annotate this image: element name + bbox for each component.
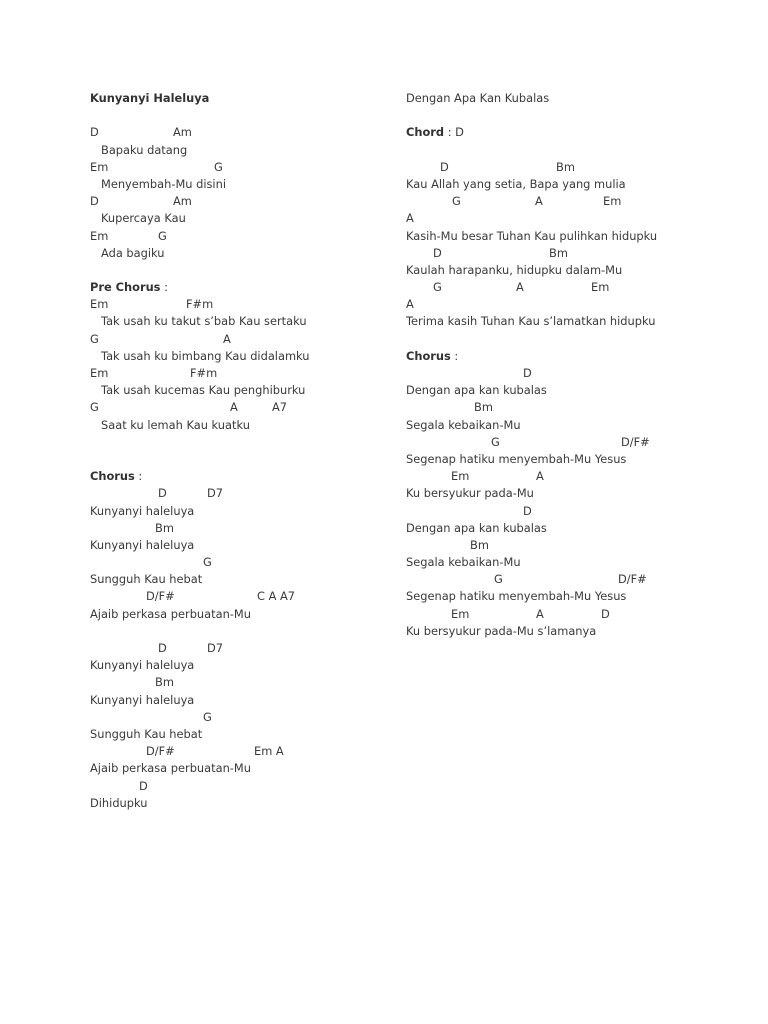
chord-line	[90, 365, 420, 382]
chord-symbol: A	[230, 400, 238, 415]
chord-line	[406, 503, 746, 520]
section-heading-label: Chorus	[90, 469, 135, 484]
lyric-line	[90, 537, 420, 554]
lyric-text: Kunyanyi haleluya	[90, 658, 195, 673]
lyric-text: Dengan Apa Kan Kubalas	[406, 91, 550, 105]
spacer-line	[406, 331, 746, 348]
section-heading-suffix: :	[134, 469, 143, 484]
blank-line	[90, 262, 420, 279]
lyric-line	[90, 382, 420, 399]
lyric-line	[90, 571, 420, 588]
lyric-line	[406, 417, 746, 434]
chord-symbol: G	[203, 555, 212, 570]
chord-symbol: G	[452, 194, 461, 209]
right-column-song-dengan-apa-kan-kubalas	[406, 90, 746, 640]
lyric-text: Saat ku lemah Kau kuatku	[101, 417, 250, 432]
lyric-line	[406, 262, 746, 279]
lyric-line	[90, 348, 420, 365]
chord-symbol: G	[90, 331, 99, 346]
chord-symbol: Bm	[155, 520, 174, 535]
lyric-text: Ajaib perkasa perbuatan-Mu	[90, 606, 251, 621]
chord-line	[90, 159, 420, 176]
chord-line	[406, 365, 746, 382]
lyric-line	[90, 210, 420, 227]
chord-line	[90, 743, 420, 760]
chord-symbol: D/F#	[146, 744, 175, 759]
chord-symbol: D	[139, 778, 148, 793]
chord-symbol: D/F#	[146, 589, 175, 604]
lyric-line	[406, 520, 746, 537]
chord-symbol: Bm	[474, 400, 493, 415]
chord-symbol: D	[440, 159, 449, 174]
chord-symbol: Em	[603, 194, 622, 209]
chord-symbol: Em	[90, 297, 109, 312]
chord-symbol: Em	[90, 228, 109, 243]
lyric-text: Kau Allah yang setia, Bapa yang mulia	[406, 176, 626, 191]
chord-symbol: D/F#	[621, 434, 650, 449]
lyric-line	[406, 382, 746, 399]
chord-symbol: D	[523, 366, 532, 380]
lyric-line	[406, 313, 746, 330]
chord-symbol: G	[494, 572, 503, 587]
lyric-line	[90, 503, 420, 520]
chord-line	[90, 193, 420, 210]
chord-symbol: A7	[272, 400, 288, 415]
chord-line	[90, 709, 420, 726]
chord-symbol: D7	[207, 486, 224, 501]
chord-symbol: G	[214, 159, 223, 174]
chord-line	[406, 193, 746, 210]
chord-symbol: Em	[591, 280, 610, 295]
chord-symbol: Em A	[254, 744, 284, 759]
chord-symbol: G	[203, 709, 212, 724]
chord-line	[406, 245, 746, 262]
chord-symbol: F#m	[190, 366, 218, 380]
lyric-text: Sungguh Kau hebat	[90, 572, 203, 587]
chord-line	[90, 520, 420, 537]
chord-line	[406, 434, 746, 451]
blank-line	[90, 451, 420, 468]
lyric-text: Kasih-Mu besar Tuhan Kau pulihkan hidupku	[406, 228, 658, 243]
lyric-line	[90, 313, 420, 330]
lyric-text: Segala kebaikan-Mu	[406, 555, 521, 570]
chord-line	[406, 399, 746, 416]
lyric-line	[90, 657, 420, 674]
lyric-text: A	[406, 297, 414, 312]
chord-line	[90, 228, 420, 245]
chord-line	[90, 399, 420, 416]
lyric-text: Menyembah-Mu disini	[101, 176, 226, 191]
lyric-text: Ku bersyukur pada-Mu s’lamanya	[406, 623, 597, 638]
lyric-line	[406, 623, 746, 640]
lyric-line	[406, 554, 746, 571]
chord-line	[90, 124, 420, 141]
chord-line	[406, 571, 746, 588]
section-heading-suffix: :	[160, 280, 168, 295]
lyric-text: Tak usah kucemas Kau penghiburku	[101, 383, 306, 398]
lyric-text: Dengan apa kan kubalas	[406, 383, 547, 398]
lyric-line	[406, 90, 746, 107]
lyric-line	[90, 606, 420, 623]
spacer-line	[406, 107, 746, 124]
lyric-text: Kupercaya Kau	[101, 211, 186, 226]
lyric-text: Segenap hatiku menyembah-Mu Yesus	[406, 589, 627, 604]
section-heading-label: Chord	[406, 125, 445, 140]
lyric-line	[90, 760, 420, 777]
chord-symbol: A	[536, 469, 544, 484]
lyric-text: Tak usah ku takut s’bab Kau sertaku	[101, 314, 307, 329]
chord-line	[406, 279, 746, 296]
lyric-line	[406, 485, 746, 502]
lyric-line	[90, 245, 420, 262]
lyric-text: Segala kebaikan-Mu	[406, 417, 521, 432]
chord-symbol: D/F#	[618, 572, 647, 587]
chord-symbol: Em	[451, 469, 470, 484]
lyric-text: Kaulah harapanku, hidupku dalam-Mu	[406, 262, 623, 277]
lyric-line	[90, 142, 420, 159]
lyric-text: Terima kasih Tuhan Kau s’lamatkan hidupku	[406, 314, 656, 329]
lyric-text: Sungguh Kau hebat	[90, 726, 203, 741]
chord-line	[90, 485, 420, 502]
lyric-text: A	[406, 211, 414, 226]
chord-symbol: C A A7	[257, 589, 296, 604]
lyric-line	[90, 692, 420, 709]
lyric-line	[90, 726, 420, 743]
lyric-text: Kunyanyi haleluya	[90, 692, 195, 707]
chord-symbol: F#m	[186, 297, 214, 312]
lyric-text: Bapaku datang	[101, 142, 188, 157]
chord-symbol: D	[601, 606, 610, 621]
section-heading	[406, 124, 746, 141]
lyric-line	[90, 795, 420, 812]
chord-symbol: G	[433, 280, 442, 295]
blank-line	[90, 434, 420, 451]
chord-line	[406, 537, 746, 554]
left-column-song-kunyanyi-haleluya	[90, 90, 420, 812]
chord-line	[90, 588, 420, 605]
chord-symbol: Bm	[470, 537, 489, 552]
lyric-line	[406, 451, 746, 468]
chord-symbol: D	[158, 641, 167, 655]
chord-line	[90, 640, 420, 657]
chord-line	[90, 674, 420, 691]
lyric-text: Ajaib perkasa perbuatan-Mu	[90, 761, 251, 776]
chord-symbol: A	[536, 606, 544, 621]
chord-symbol: A	[223, 331, 231, 346]
section-heading-label: Chorus	[406, 348, 451, 363]
lyric-line	[406, 228, 746, 245]
lyric-line	[90, 176, 420, 193]
section-heading	[90, 279, 420, 296]
section-heading	[90, 468, 420, 485]
chord-symbol: Bm	[556, 159, 575, 174]
lyric-line	[406, 176, 746, 193]
chord-symbol: D	[90, 194, 99, 209]
chord-symbol: Em	[90, 159, 109, 174]
lyric-line	[406, 296, 746, 313]
chord-symbol: G	[90, 400, 99, 415]
lyric-text: Ku bersyukur pada-Mu	[406, 486, 534, 501]
chord-symbol: Bm	[155, 675, 174, 690]
chord-symbol: Am	[173, 194, 192, 209]
chord-line	[406, 159, 746, 176]
blank-line	[90, 107, 420, 124]
chord-symbol: Bm	[549, 245, 568, 260]
chord-line	[406, 606, 746, 623]
section-heading	[406, 348, 746, 365]
chord-line	[90, 778, 420, 795]
chord-symbol: D	[433, 245, 442, 260]
lyric-line	[406, 588, 746, 605]
chord-symbol: D7	[207, 641, 224, 655]
chord-line	[90, 296, 420, 313]
chord-line	[90, 331, 420, 348]
lyric-text: Kunyanyi haleluya	[90, 503, 195, 518]
blank-line	[90, 623, 420, 640]
chord-symbol: D	[90, 125, 99, 140]
chord-symbol: A	[535, 194, 543, 209]
lyric-text: Ada bagiku	[101, 245, 165, 260]
lyric-line	[406, 210, 746, 227]
lyric-text: Tak usah ku bimbang Kau didalamku	[101, 348, 310, 363]
lyric-text: Dihidupku	[90, 795, 148, 810]
chord-symbol: D	[158, 486, 167, 501]
chord-symbol: Em	[451, 606, 470, 621]
chord-symbol: G	[491, 434, 500, 449]
section-heading-label: Pre Chorus	[90, 280, 161, 295]
lyric-text: Dengan apa kan kubalas	[406, 520, 547, 535]
chord-symbol: G	[158, 228, 167, 243]
lyric-text: Segenap hatiku menyembah-Mu Yesus	[406, 451, 627, 466]
chord-line	[406, 468, 746, 485]
section-heading-suffix: :	[450, 348, 459, 363]
section-heading-suffix: : D	[444, 125, 464, 140]
lyric-line	[90, 417, 420, 434]
chord-line	[90, 554, 420, 571]
spacer-line	[406, 142, 746, 159]
chord-symbol: Em	[90, 366, 109, 380]
chord-symbol: D	[523, 503, 532, 518]
lyric-text: Kunyanyi haleluya	[90, 537, 195, 552]
chord-symbol: A	[516, 280, 524, 295]
chord-symbol: Am	[173, 125, 192, 140]
song-title: Kunyanyi Haleluya	[90, 91, 210, 105]
